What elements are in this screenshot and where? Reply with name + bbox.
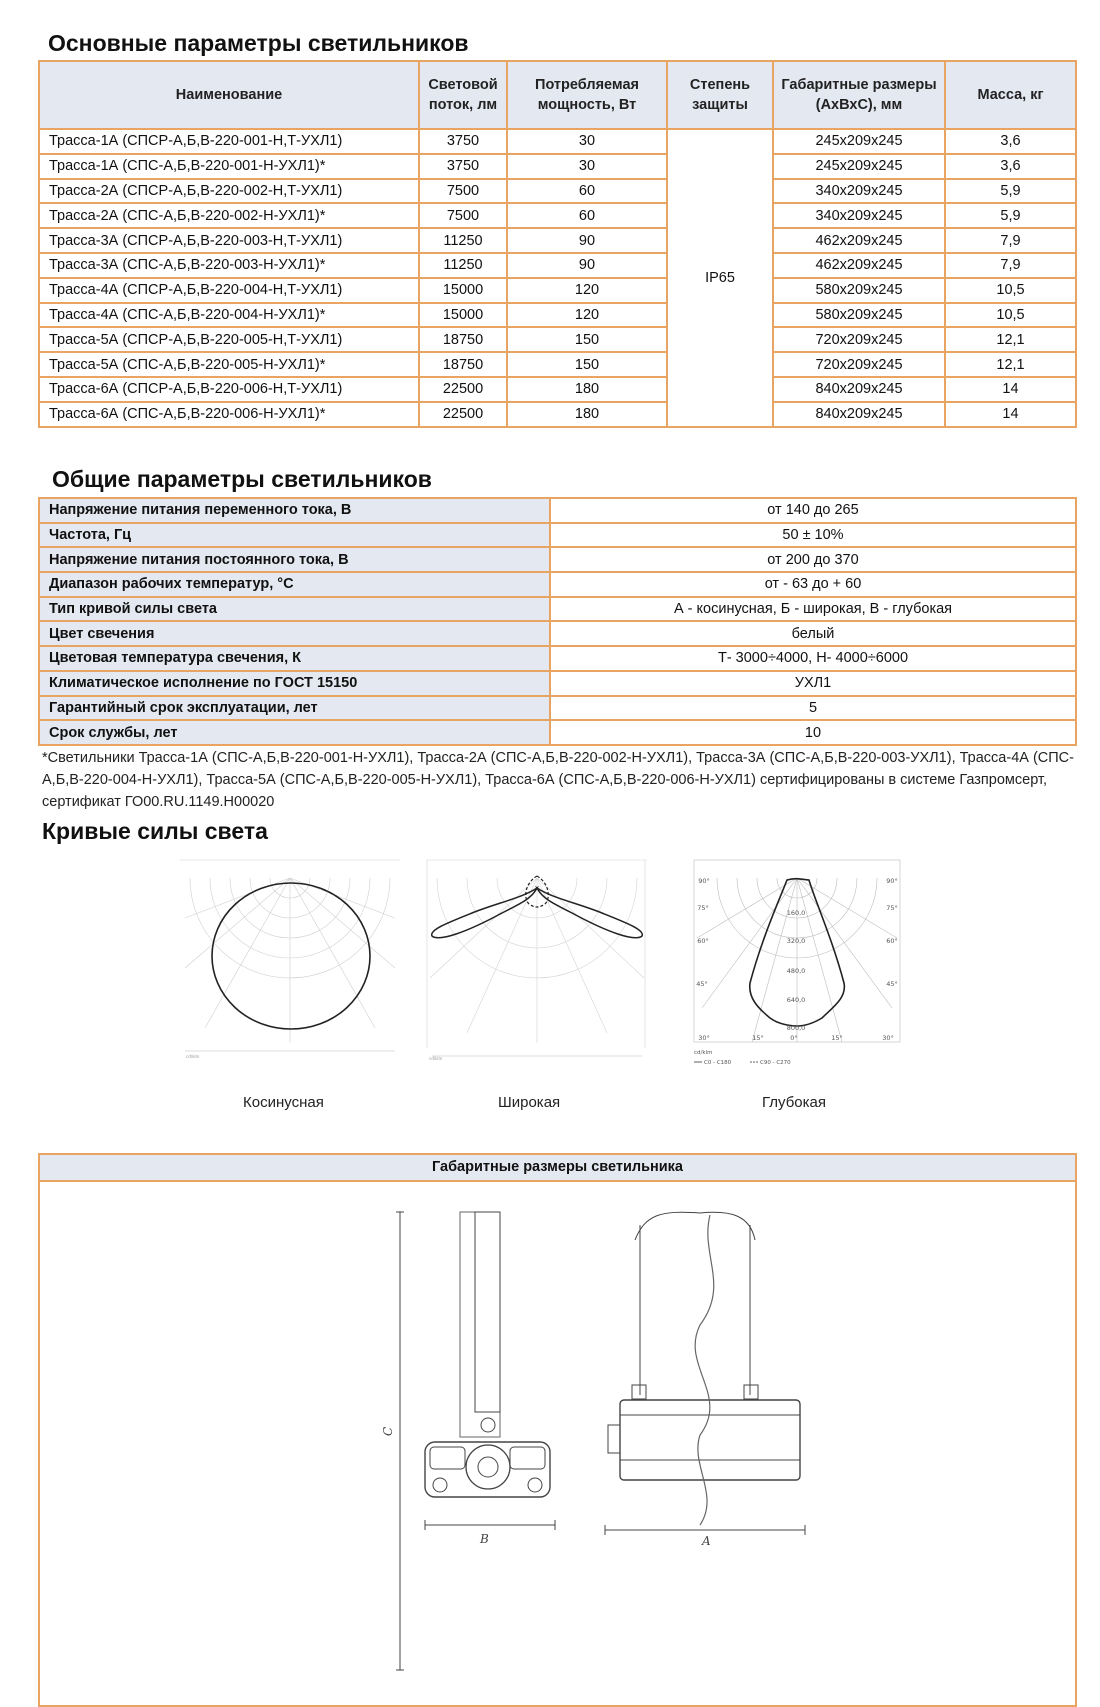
- svg-text:60°: 60°: [886, 937, 898, 945]
- cell-flux: 7500: [419, 203, 507, 228]
- main-params-title: Основные параметры светильников: [48, 30, 469, 56]
- col-header-protection: Степень защиты: [667, 61, 773, 129]
- col-header-power: Потребляемая мощность, Вт: [507, 61, 667, 129]
- cosine-curve-diagram: [180, 858, 400, 1073]
- cell-name: Трасса-2А (СПСР-А,Б,В-220-002-Н,Т-УХЛ1): [39, 179, 419, 204]
- param-name: Тип кривой силы света: [39, 597, 550, 622]
- cell-name: Трасса-6А (СПС-А,Б,В-220-006-Н-УХЛ1)*: [39, 402, 419, 427]
- cell-dimensions: 580x209x245: [773, 278, 945, 303]
- certification-footnote: *Светильники Трасса-1А (СПС-А,Б,В-220-001-Н-УХЛ1), Трасса-2А (СПС-А,Б,В-220-002-Н-УХЛ1), Трасса-3А (СПС-А,Б,В-220-003-УХЛ1), Трасса-4А (СПС-А,Б,В-220-004-Н-УХЛ1), Трасса-5А (СПС-А,Б,В-220-005-Н-УХЛ1), Трасса-6А (СПС-А,Б,В-220-006-Н-УХЛ1) сертифицированы в системе Газпромсерт, сертификат ГО00.RU.1149.Н00020: [42, 750, 1074, 810]
- cell-name: Трасса-1А (СПС-А,Б,В-220-001-Н-УХЛ1)*: [39, 154, 419, 179]
- param-name: Напряжение питания постоянного тока, В: [39, 547, 550, 572]
- table-row: [39, 720, 1076, 745]
- param-value: от 200 до 370: [550, 547, 1076, 572]
- cell-mass: 5,9: [945, 179, 1076, 204]
- param-name: Климатическое исполнение по ГОСТ 15150: [39, 671, 550, 696]
- deep-ring-640: 640,0: [786, 996, 806, 1004]
- cell-dimensions: 340x209x245: [773, 179, 945, 204]
- table-row: [39, 621, 1076, 646]
- deep-ring-160: 160,0: [786, 909, 806, 917]
- cell-flux: 18750: [419, 327, 507, 352]
- cell-dimensions: 462x209x245: [773, 253, 945, 278]
- cell-mass: 3,6: [945, 154, 1076, 179]
- cell-dimensions: 340x209x245: [773, 203, 945, 228]
- luminaire-drawing: [381, 1195, 810, 1700]
- deep-angle-15-right: 15°: [831, 1034, 843, 1042]
- cell-power: 180: [507, 402, 667, 427]
- svg-text:cd/klm: cd/klm: [429, 1056, 443, 1061]
- table-row: [39, 671, 1076, 696]
- param-value: белый: [550, 621, 1076, 646]
- cell-power: 60: [507, 203, 667, 228]
- table-row: [39, 352, 1076, 377]
- cell-flux: 15000: [419, 278, 507, 303]
- cell-mass: 12,1: [945, 352, 1076, 377]
- cell-power: 60: [507, 179, 667, 204]
- general-params-title: Общие параметры светильников: [52, 466, 432, 492]
- caption-cosine: Косинусная: [243, 1094, 324, 1111]
- dim-label-b: B: [480, 1532, 489, 1546]
- cell-name: Трасса-3А (СПС-А,Б,В-220-003-Н-УХЛ1)*: [39, 253, 419, 278]
- cell-power: 30: [507, 129, 667, 154]
- deep-legend-c90: C90 - C270: [760, 1060, 791, 1066]
- param-name: Диапазон рабочих температур, °С: [39, 572, 550, 597]
- cell-power: 150: [507, 327, 667, 352]
- cell-flux: 15000: [419, 303, 507, 328]
- curves-title: Кривые силы света: [42, 818, 268, 844]
- cell-mass: 5,9: [945, 203, 1076, 228]
- table-row: [39, 646, 1076, 671]
- cell-dimensions: 720x209x245: [773, 352, 945, 377]
- cell-power: 90: [507, 253, 667, 278]
- caption-wide: Широкая: [498, 1094, 561, 1111]
- cell-dimensions: 840x209x245: [773, 377, 945, 402]
- table-row: [39, 377, 1076, 402]
- cell-name: Трасса-1А (СПСР-А,Б,В-220-001-Н,Т-УХЛ1): [39, 129, 419, 154]
- param-name: Цветовая температура свечения, К: [39, 646, 550, 671]
- table-row: [39, 572, 1076, 597]
- deep-angle-45-left: 45°: [696, 980, 708, 988]
- cell-mass: 12,1: [945, 327, 1076, 352]
- table-row: [39, 228, 1076, 253]
- deep-ring-480: 480,0: [786, 967, 806, 975]
- cell-flux: 11250: [419, 228, 507, 253]
- deep-ring-320: 320,0: [786, 937, 806, 945]
- main-params-table: [38, 60, 1077, 428]
- cell-mass: 10,5: [945, 303, 1076, 328]
- wide-curve-diagram: [427, 858, 647, 1073]
- deep-angle-30-left: 30°: [698, 1034, 710, 1042]
- dimensions-panel: [38, 1153, 1077, 1707]
- cell-dimensions: 720x209x245: [773, 327, 945, 352]
- param-value: от - 63 до + 60: [550, 572, 1076, 597]
- cell-flux: 22500: [419, 377, 507, 402]
- svg-text:45°: 45°: [886, 980, 898, 988]
- cell-flux: 22500: [419, 402, 507, 427]
- table-row: [39, 253, 1076, 278]
- cell-power: 180: [507, 377, 667, 402]
- deep-ring-800: 800,0: [786, 1024, 806, 1032]
- table-row: [39, 498, 1076, 523]
- deep-angle-30-right: 30°: [882, 1034, 894, 1042]
- table-row: [39, 129, 1076, 154]
- param-name: Цвет свечения: [39, 621, 550, 646]
- cell-mass: 3,6: [945, 129, 1076, 154]
- cell-mass: 14: [945, 377, 1076, 402]
- cell-flux: 3750: [419, 129, 507, 154]
- cell-name: Трасса-5А (СПС-А,Б,В-220-005-Н-УХЛ1)*: [39, 352, 419, 377]
- svg-text:cd/klm: cd/klm: [186, 1054, 200, 1059]
- table-row: [39, 547, 1076, 572]
- svg-text:75°: 75°: [886, 904, 898, 912]
- deep-angle-90-left: 90°: [698, 877, 710, 885]
- caption-deep: Глубокая: [762, 1094, 826, 1111]
- table-row: [39, 203, 1076, 228]
- cell-name: Трасса-6А (СПСР-А,Б,В-220-006-Н,Т-УХЛ1): [39, 377, 419, 402]
- deep-angle-75-left: 75°: [697, 904, 709, 912]
- general-params-table: [38, 497, 1077, 746]
- cell-power: 150: [507, 352, 667, 377]
- cell-dimensions: 462x209x245: [773, 228, 945, 253]
- col-header-name: Наименование: [39, 61, 419, 129]
- param-name: Частота, Гц: [39, 523, 550, 548]
- cell-name: Трасса-4А (СПСР-А,Б,В-220-004-Н,Т-УХЛ1): [39, 278, 419, 303]
- cell-name: Трасса-2А (СПС-А,Б,В-220-002-Н-УХЛ1)*: [39, 203, 419, 228]
- cell-power: 120: [507, 278, 667, 303]
- cell-power: 90: [507, 228, 667, 253]
- cell-mass: 7,9: [945, 253, 1076, 278]
- deep-legend-unit: cd/klm: [694, 1050, 713, 1056]
- dim-label-c: C: [381, 1426, 395, 1436]
- cell-dimensions: 580x209x245: [773, 303, 945, 328]
- col-header-mass: Масса, кг: [945, 61, 1076, 129]
- col-header-dimensions: Габаритные размеры (АхВхС), мм: [773, 61, 945, 129]
- param-value: 50 ± 10%: [550, 523, 1076, 548]
- svg-text:90°: 90°: [886, 877, 898, 885]
- param-name: Напряжение питания переменного тока, В: [39, 498, 550, 523]
- table-row: [39, 523, 1076, 548]
- param-value: от 140 до 265: [550, 498, 1076, 523]
- cell-power: 120: [507, 303, 667, 328]
- deep-angle-60-left: 60°: [697, 937, 709, 945]
- cell-name: Трасса-4А (СПС-А,Б,В-220-004-Н-УХЛ1)*: [39, 303, 419, 328]
- param-value: А - косинусная, Б - широкая, В - глубокая: [550, 597, 1076, 622]
- cell-dimensions: 840x209x245: [773, 402, 945, 427]
- table-row: [39, 696, 1076, 721]
- table-row: [39, 154, 1076, 179]
- cell-flux: 18750: [419, 352, 507, 377]
- table-row: [39, 402, 1076, 427]
- cell-mass: 10,5: [945, 278, 1076, 303]
- param-name: Срок службы, лет: [39, 720, 550, 745]
- param-value: УХЛ1: [550, 671, 1076, 696]
- main-table-header-row: [39, 61, 1076, 129]
- cell-flux: 11250: [419, 253, 507, 278]
- table-row: [39, 278, 1076, 303]
- cell-protection: IP65: [667, 129, 773, 427]
- table-row: [39, 597, 1076, 622]
- deep-angle-0: 0°: [790, 1034, 798, 1042]
- table-row: [39, 327, 1076, 352]
- col-header-flux: Световой поток, лм: [419, 61, 507, 129]
- table-row: [39, 179, 1076, 204]
- cell-flux: 3750: [419, 154, 507, 179]
- cell-power: 30: [507, 154, 667, 179]
- param-value: 5: [550, 696, 1076, 721]
- table-row: [39, 303, 1076, 328]
- dim-label-a: A: [702, 1534, 711, 1548]
- cell-flux: 7500: [419, 179, 507, 204]
- param-value: 10: [550, 720, 1076, 745]
- cell-mass: 14: [945, 402, 1076, 427]
- cell-dimensions: 245x209x245: [773, 129, 945, 154]
- cell-dimensions: 245x209x245: [773, 154, 945, 179]
- cell-mass: 7,9: [945, 228, 1076, 253]
- cell-name: Трасса-3А (СПСР-А,Б,В-220-003-Н,Т-УХЛ1): [39, 228, 419, 253]
- param-value: Т- 3000÷4000, Н- 4000÷6000: [550, 646, 1076, 671]
- deep-legend-c0: C0 - C180: [704, 1060, 732, 1066]
- deep-angle-15-left: 15°: [752, 1034, 764, 1042]
- cell-name: Трасса-5А (СПСР-А,Б,В-220-005-Н,Т-УХЛ1): [39, 327, 419, 352]
- deep-curve-diagram: [692, 858, 904, 1068]
- param-name: Гарантийный срок эксплуатации, лет: [39, 696, 550, 721]
- dimensions-title: Габаритные размеры светильника: [40, 1155, 1075, 1182]
